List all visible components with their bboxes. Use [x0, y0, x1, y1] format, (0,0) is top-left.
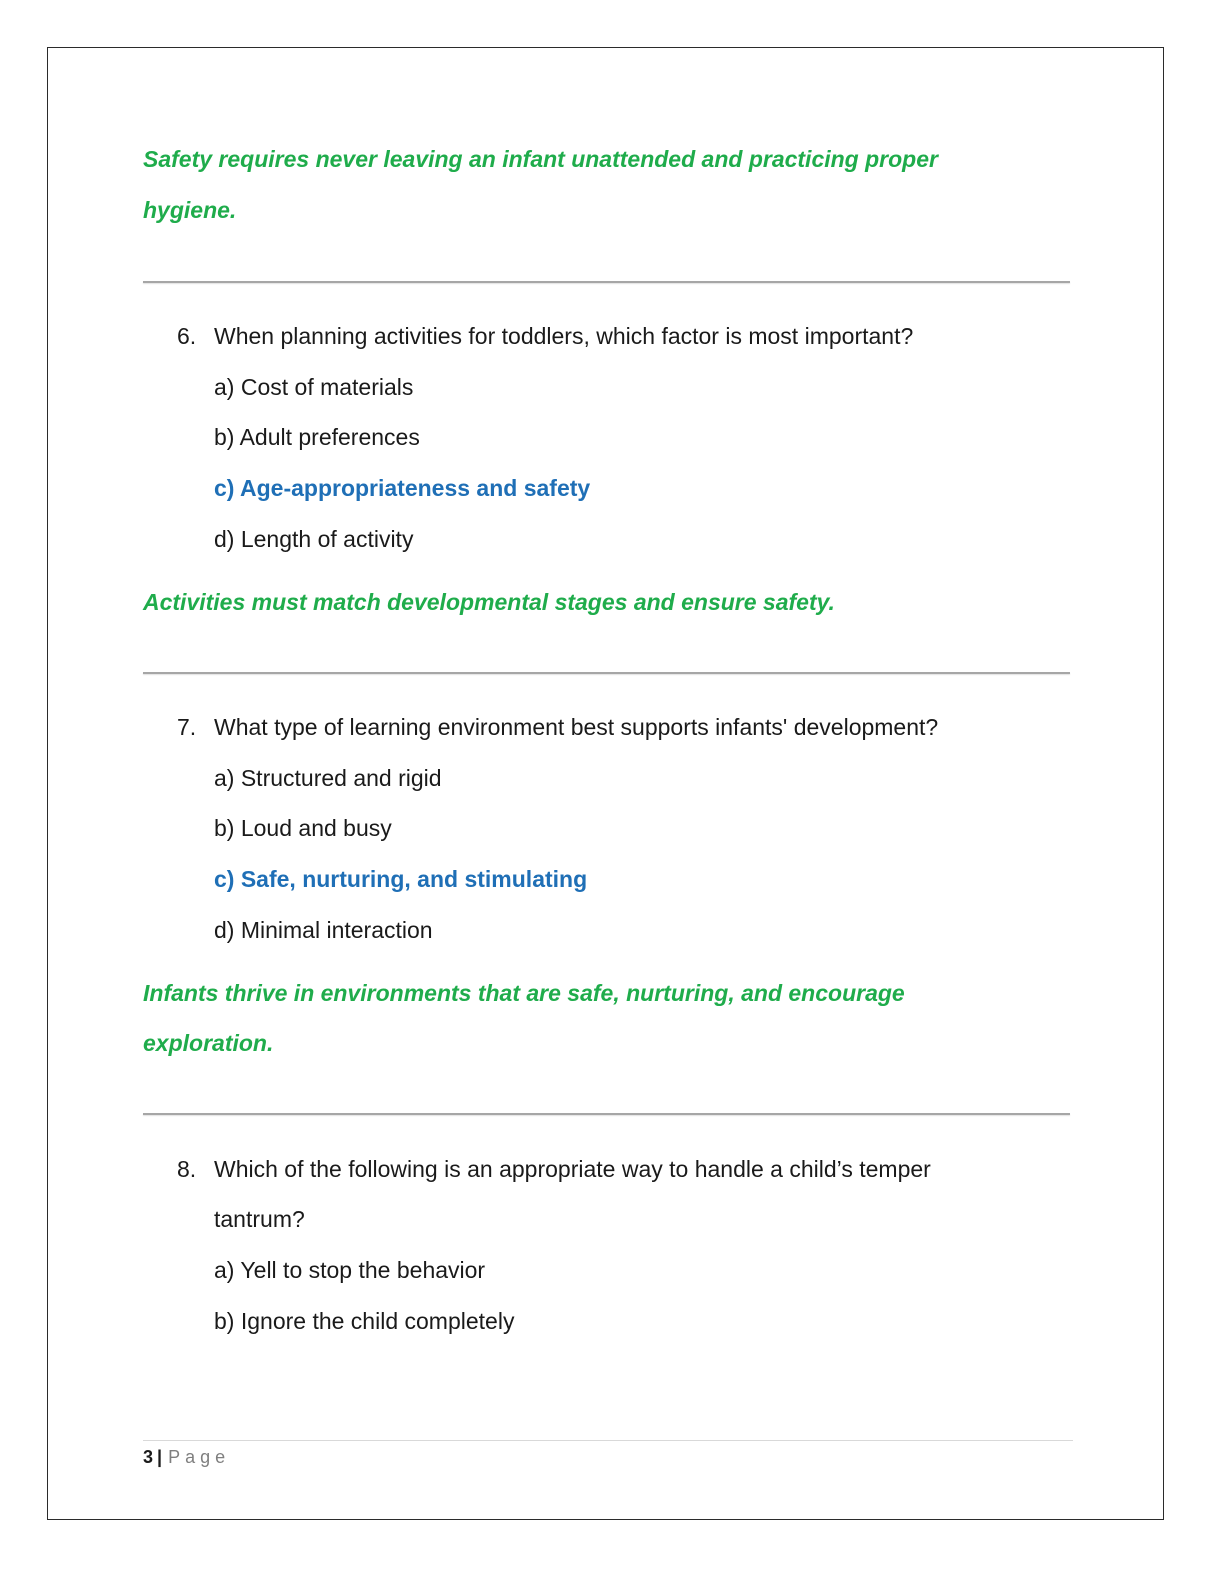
question-text: When planning activities for toddlers, which factor is most important? — [214, 323, 914, 349]
correct-answer-option: c) Safe, nurturing, and stimulating — [214, 866, 588, 892]
answer-option: b) Ignore the child completely — [214, 1308, 515, 1334]
question-number: 8. — [177, 1156, 197, 1182]
answer-option: a) Yell to stop the behavior — [214, 1257, 486, 1283]
question-text: Which of the following is an appropriate way to handle a child’s temper — [214, 1156, 931, 1182]
answer-option: b) Adult preferences — [214, 424, 420, 450]
page-footer — [143, 1447, 230, 1468]
question-text-continued: tantrum? — [214, 1206, 305, 1232]
answer-option: b) Loud and busy — [214, 815, 392, 841]
footer-rule — [143, 1440, 1073, 1441]
explanation-text: Safety requires never leaving an infant unattended and practicing proper — [143, 146, 938, 172]
section-divider — [143, 1113, 1070, 1115]
section-divider — [143, 672, 1070, 674]
explanation-text: Activities must match developmental stages and ensure safety. — [143, 589, 835, 615]
question-number: 6. — [177, 323, 197, 349]
answer-option: d) Minimal interaction — [214, 917, 433, 943]
answer-option: a) Structured and rigid — [214, 765, 442, 791]
explanation-text: exploration. — [143, 1030, 274, 1056]
question-text: What type of learning environment best supports infants' development? — [214, 714, 939, 740]
explanation-text: hygiene. — [143, 197, 237, 223]
answer-option: d) Length of activity — [214, 526, 414, 552]
page-number: 3 — [143, 1447, 154, 1467]
correct-answer-option: c) Age-appropriateness and safety — [214, 475, 591, 501]
answer-option: a) Cost of materials — [214, 374, 414, 400]
footer-separator: | — [157, 1447, 163, 1467]
section-divider — [143, 281, 1070, 283]
question-number: 7. — [177, 714, 197, 740]
page-label: Page — [168, 1447, 231, 1467]
explanation-text: Infants thrive in environments that are safe, nurturing, and encourage — [143, 980, 905, 1006]
